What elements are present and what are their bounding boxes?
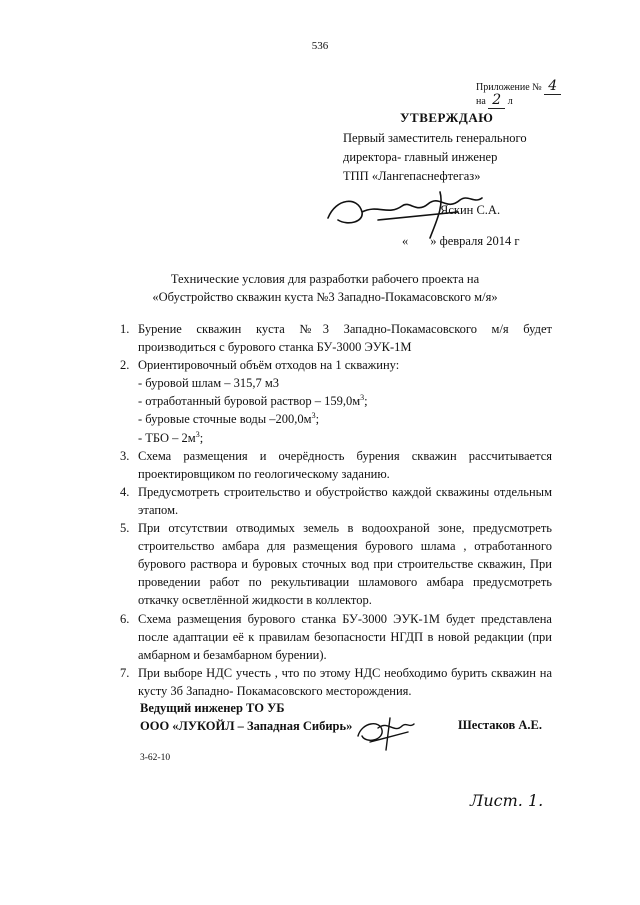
list-item bbox=[120, 519, 552, 609]
item-number: 7. bbox=[120, 665, 130, 680]
superscript: 3 bbox=[311, 411, 316, 421]
signer-title bbox=[140, 699, 352, 735]
item-text: При выборе НДС учесть , что по этому НДС необходимо бурить скважин на кусту 3б Западно- Покамасовского месторождения. bbox=[138, 665, 552, 698]
appendix-number: 4 bbox=[544, 78, 561, 95]
conditions-list bbox=[120, 320, 552, 700]
approver-line-1: Первый заместитель генерального bbox=[343, 131, 527, 145]
approver-line-2: директора- главный инженер bbox=[343, 150, 498, 164]
superscript: 3 bbox=[195, 429, 200, 439]
semicolon: ; bbox=[364, 394, 368, 409]
appendix-label-text: Приложение № bbox=[476, 82, 542, 93]
document-code: 3-62-10 bbox=[140, 753, 171, 763]
list-item bbox=[120, 447, 552, 483]
item-number: 4. bbox=[120, 484, 130, 499]
waste-water bbox=[138, 410, 552, 428]
item-number: 6. bbox=[120, 611, 130, 626]
waste-solid bbox=[138, 429, 552, 447]
list-item bbox=[120, 610, 552, 664]
list-item bbox=[120, 664, 552, 700]
list-item bbox=[120, 483, 552, 519]
signer-company: ООО «ЛУКОЙЛ – Западная Сибирь» bbox=[140, 719, 353, 733]
item-text: Бурение скважин куста №3 Западно-Покамасовского м/я будет производиться с бурового станка БУ-3000 ЭУК-1М bbox=[138, 322, 552, 355]
item-number: 5. bbox=[120, 521, 130, 536]
engineer-signature bbox=[350, 714, 420, 754]
item-text: Схема размещения бурового станка БУ-3000 ЭУК-1М будет представлена после адаптации её к правилам безопасности НГДП в новой редакции (при амбарном и безамбарном бурении). bbox=[138, 611, 552, 662]
waste-solid-text: - ТБО – 2м bbox=[138, 430, 196, 445]
waste-mud bbox=[138, 392, 552, 410]
item-number: 1. bbox=[120, 322, 130, 336]
item-text: Схема размещения и очерёдность бурения скважин рассчитывается проектировщиком по геологическому заданию. bbox=[138, 448, 552, 481]
item-number: 2. bbox=[120, 358, 130, 373]
page-number: 536 bbox=[311, 40, 329, 52]
semicolon: ; bbox=[199, 430, 204, 445]
semicolon: ; bbox=[315, 412, 320, 427]
waste-water-text: - буровые сточные воды –200,0м bbox=[138, 412, 312, 427]
appendix-on-label: на bbox=[476, 96, 486, 107]
title-line-2: «Обустройство скважин куста №3 Западно-Покамасовского м/я» bbox=[152, 290, 498, 304]
item-text: При отсутствии отводимых земель в водоохраной зоне, предусмотреть строительство амбара для размещения бурового шлама , отработанного бурового раствора и буровых сточных вод при строительстве скважин, При проведении работ по рекультивации шламового амбара предусмотреть откачку осветлённой жидкости в коллектор. bbox=[138, 521, 552, 608]
approver-block bbox=[343, 129, 527, 186]
signer-position: Ведущий инженер ТО УБ bbox=[140, 701, 285, 715]
approval-heading: УТВЕРЖДАЮ bbox=[400, 110, 494, 125]
approver-line-3: ТПП «Лангепаснефтегаз» bbox=[343, 169, 481, 183]
superscript: 3 bbox=[360, 393, 365, 403]
item-text: Предусмотреть строительство и обустройство каждой скважины отдельным этапом. bbox=[138, 484, 552, 517]
waste-mud-text: - отработанный буровой раствор – 159,0м bbox=[138, 394, 361, 409]
appendix-sheets: 2 bbox=[488, 92, 505, 109]
title-line-1: Технические условия для разработки рабочего проекта на bbox=[170, 272, 480, 286]
appendix-label bbox=[476, 80, 561, 108]
approval-date bbox=[402, 234, 519, 249]
sheet-number: Лист. 1. bbox=[470, 791, 544, 810]
approver-name: Яскин С.А. bbox=[440, 203, 501, 217]
list-item bbox=[120, 320, 552, 356]
date-text: » февраля 2014 г bbox=[430, 234, 520, 248]
waste-cuttings: - буровой шлам – 315,7 м3 bbox=[138, 376, 280, 391]
signer-name: Шестаков А.Е. bbox=[458, 718, 542, 732]
item-text: Ориентировочный объём отходов на 1 скважину: bbox=[138, 358, 400, 373]
list-item bbox=[120, 356, 552, 446]
appendix-suffix: л bbox=[507, 96, 513, 107]
item-number: 3. bbox=[120, 448, 130, 463]
date-open-quote: « bbox=[402, 234, 409, 248]
document-title bbox=[60, 270, 590, 306]
